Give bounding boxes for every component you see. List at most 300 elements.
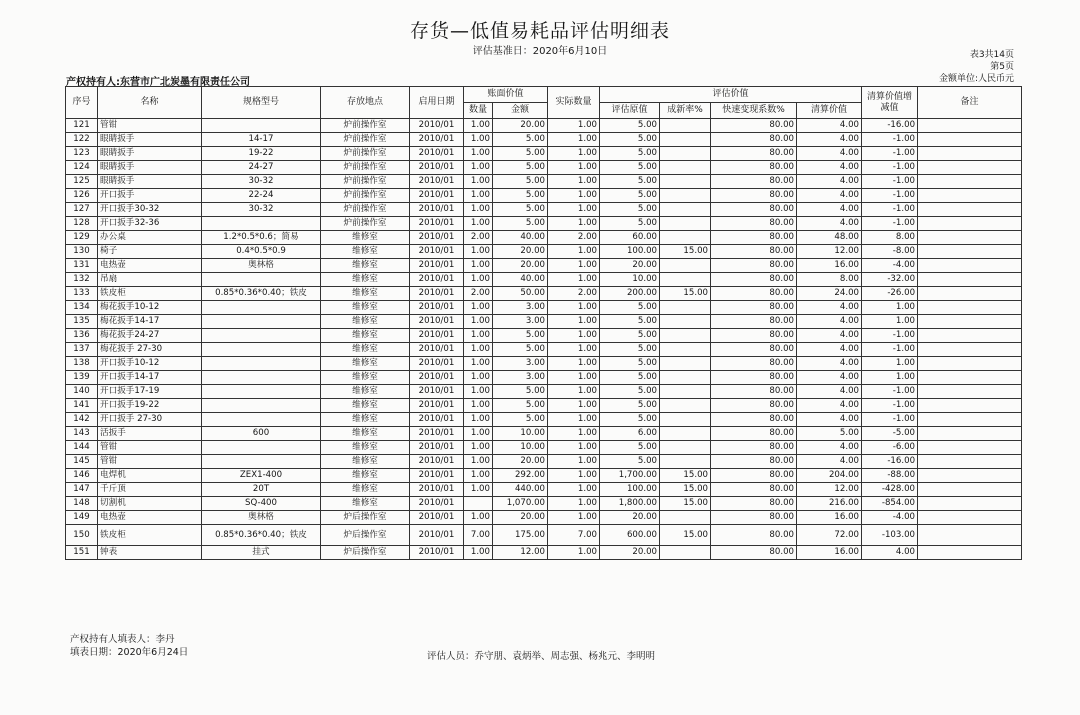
cell-actual-qty: 7.00 — [548, 525, 600, 546]
table-row — [66, 217, 1022, 231]
cell-quick-coef: 80.00 — [711, 455, 797, 469]
cell-new-rate — [660, 357, 711, 371]
table-row — [66, 525, 1022, 546]
cell-name: 办公桌 — [98, 231, 202, 245]
cell-new-rate — [660, 259, 711, 273]
cell-remark — [918, 203, 1022, 217]
cell-remark — [918, 189, 1022, 203]
cell-date: 2010/01 — [410, 343, 464, 357]
cell-date: 2010/01 — [410, 301, 464, 315]
cell-book-amount: 3.00 — [493, 301, 548, 315]
cell-date: 2010/01 — [410, 315, 464, 329]
cell-actual-qty: 1.00 — [548, 497, 600, 511]
cell-quick-coef: 80.00 — [711, 217, 797, 231]
cell-liq-value: 4.00 — [797, 217, 862, 231]
table-row — [66, 427, 1022, 441]
cell-location: 炉后操作室 — [321, 511, 410, 525]
cell-remark — [918, 357, 1022, 371]
cell-remark — [918, 175, 1022, 189]
cell-book-qty: 1.00 — [464, 329, 493, 343]
cell-no: 148 — [66, 497, 98, 511]
cell-liq-value: 4.00 — [797, 385, 862, 399]
cell-new-rate — [660, 133, 711, 147]
table-row — [66, 273, 1022, 287]
cell-spec — [202, 441, 321, 455]
cell-diff: 1.00 — [862, 371, 918, 385]
cell-book-qty: 1.00 — [464, 546, 493, 560]
cell-book-amount: 10.00 — [493, 441, 548, 455]
cell-quick-coef: 80.00 — [711, 147, 797, 161]
cell-diff: -8.00 — [862, 245, 918, 259]
cell-eval-orig: 5.00 — [600, 147, 660, 161]
cell-actual-qty: 1.00 — [548, 203, 600, 217]
cell-spec: 0.85*0.36*0.40；铁皮 — [202, 287, 321, 301]
cell-location: 维修室 — [321, 287, 410, 301]
cell-book-qty: 1.00 — [464, 245, 493, 259]
document-title: 存货—低值易耗品评估明细表 — [409, 20, 670, 42]
cell-spec — [202, 119, 321, 133]
cell-location: 维修室 — [321, 441, 410, 455]
cell-location: 维修室 — [321, 357, 410, 371]
cell-book-qty: 1.00 — [464, 147, 493, 161]
col-name: 名称 — [98, 87, 202, 119]
cell-diff: -1.00 — [862, 189, 918, 203]
table-row — [66, 203, 1022, 217]
cell-diff: -26.00 — [862, 287, 918, 301]
currency-unit: 金额单位:人民币元 — [938, 74, 1014, 84]
cell-date: 2010/01 — [410, 259, 464, 273]
cell-book-qty: 1.00 — [464, 343, 493, 357]
cell-quick-coef: 80.00 — [711, 287, 797, 301]
table-row — [66, 455, 1022, 469]
cell-spec: 14-17 — [202, 133, 321, 147]
col-location: 存放地点 — [321, 87, 410, 119]
cell-remark — [918, 287, 1022, 301]
cell-name: 眼睛扳手 — [98, 147, 202, 161]
cell-name: 开口扳手10-12 — [98, 357, 202, 371]
cell-liq-value: 16.00 — [797, 546, 862, 560]
cell-name: 管钳 — [98, 455, 202, 469]
col-no: 序号 — [66, 87, 98, 119]
page-number: 第5页 — [990, 62, 1014, 72]
cell-actual-qty: 1.00 — [548, 399, 600, 413]
cell-actual-qty: 1.00 — [548, 273, 600, 287]
cell-actual-qty: 2.00 — [548, 231, 600, 245]
cell-date: 2010/01 — [410, 245, 464, 259]
cell-book-amount: 20.00 — [493, 245, 548, 259]
cell-actual-qty: 1.00 — [548, 385, 600, 399]
table-number: 表3共14页 — [969, 50, 1014, 60]
cell-remark — [918, 259, 1022, 273]
cell-eval-orig: 5.00 — [600, 357, 660, 371]
cell-diff: -1.00 — [862, 147, 918, 161]
cell-eval-orig: 5.00 — [600, 175, 660, 189]
valuation-table — [65, 86, 1022, 560]
cell-remark — [918, 371, 1022, 385]
col-book-qty: 数量 — [464, 103, 493, 119]
cell-no: 133 — [66, 287, 98, 301]
cell-new-rate — [660, 231, 711, 245]
cell-location: 维修室 — [321, 343, 410, 357]
cell-location: 维修室 — [321, 231, 410, 245]
property-owner: 产权持有人:东营市广北炭墨有限责任公司 — [66, 77, 250, 88]
cell-eval-orig: 5.00 — [600, 203, 660, 217]
cell-spec — [202, 343, 321, 357]
cell-no: 146 — [66, 469, 98, 483]
cell-actual-qty: 1.00 — [548, 119, 600, 133]
cell-eval-orig: 10.00 — [600, 273, 660, 287]
cell-book-qty: 1.00 — [464, 315, 493, 329]
cell-no: 121 — [66, 119, 98, 133]
cell-name: 梅花扳手 27-30 — [98, 343, 202, 357]
cell-quick-coef: 80.00 — [711, 441, 797, 455]
cell-no: 143 — [66, 427, 98, 441]
cell-book-qty: 1.00 — [464, 301, 493, 315]
cell-liq-value: 4.00 — [797, 441, 862, 455]
cell-no: 123 — [66, 147, 98, 161]
cell-date: 2010/01 — [410, 455, 464, 469]
cell-book-amount: 5.00 — [493, 329, 548, 343]
cell-new-rate — [660, 161, 711, 175]
col-eval-orig: 评估原值 — [600, 103, 660, 119]
cell-location: 维修室 — [321, 455, 410, 469]
cell-book-amount: 12.00 — [493, 546, 548, 560]
cell-actual-qty: 1.00 — [548, 147, 600, 161]
table-row — [66, 287, 1022, 301]
cell-book-qty: 1.00 — [464, 175, 493, 189]
cell-diff: -16.00 — [862, 119, 918, 133]
cell-actual-qty: 1.00 — [548, 427, 600, 441]
cell-date: 2010/01 — [410, 546, 464, 560]
cell-name: 椅子 — [98, 245, 202, 259]
table-row — [66, 483, 1022, 497]
cell-name: 眼睛扳手 — [98, 175, 202, 189]
cell-spec — [202, 413, 321, 427]
cell-diff: -16.00 — [862, 455, 918, 469]
cell-spec — [202, 371, 321, 385]
cell-name: 吊扇 — [98, 273, 202, 287]
cell-book-qty: 2.00 — [464, 231, 493, 245]
cell-eval-orig: 5.00 — [600, 161, 660, 175]
table-row — [66, 441, 1022, 455]
cell-eval-orig: 5.00 — [600, 385, 660, 399]
table-row — [66, 371, 1022, 385]
cell-book-amount: 5.00 — [493, 413, 548, 427]
cell-eval-orig: 60.00 — [600, 231, 660, 245]
cell-liq-value: 204.00 — [797, 469, 862, 483]
cell-date: 2010/01 — [410, 147, 464, 161]
cell-no: 128 — [66, 217, 98, 231]
cell-no: 145 — [66, 455, 98, 469]
cell-spec — [202, 273, 321, 287]
cell-spec — [202, 357, 321, 371]
cell-liq-value: 4.00 — [797, 329, 862, 343]
cell-remark — [918, 245, 1022, 259]
cell-eval-orig: 200.00 — [600, 287, 660, 301]
col-book-amount: 金额 — [493, 103, 548, 119]
cell-actual-qty: 2.00 — [548, 287, 600, 301]
cell-name: 开口扳手19-22 — [98, 399, 202, 413]
cell-name: 开口扳手32-36 — [98, 217, 202, 231]
cell-remark — [918, 455, 1022, 469]
cell-book-qty: 1.00 — [464, 189, 493, 203]
cell-eval-orig: 5.00 — [600, 343, 660, 357]
cell-actual-qty: 1.00 — [548, 546, 600, 560]
cell-book-amount: 440.00 — [493, 483, 548, 497]
cell-remark — [918, 546, 1022, 560]
cell-spec — [202, 455, 321, 469]
cell-quick-coef: 80.00 — [711, 133, 797, 147]
cell-remark — [918, 133, 1022, 147]
cell-book-qty: 1.00 — [464, 385, 493, 399]
cell-no: 142 — [66, 413, 98, 427]
cell-name: 电热壶 — [98, 259, 202, 273]
cell-actual-qty: 1.00 — [548, 245, 600, 259]
cell-name: 铁皮柜 — [98, 287, 202, 301]
cell-actual-qty: 1.00 — [548, 329, 600, 343]
cell-book-qty: 1.00 — [464, 133, 493, 147]
cell-date: 2010/01 — [410, 217, 464, 231]
cell-remark — [918, 315, 1022, 329]
cell-new-rate: 15.00 — [660, 525, 711, 546]
cell-no: 129 — [66, 231, 98, 245]
cell-remark — [918, 217, 1022, 231]
cell-new-rate — [660, 217, 711, 231]
cell-eval-orig: 5.00 — [600, 315, 660, 329]
col-book-value: 账面价值 — [464, 87, 548, 103]
cell-new-rate — [660, 315, 711, 329]
cell-remark — [918, 147, 1022, 161]
cell-location: 炉前操作室 — [321, 217, 410, 231]
cell-book-amount: 5.00 — [493, 217, 548, 231]
cell-location: 炉前操作室 — [321, 161, 410, 175]
cell-actual-qty: 1.00 — [548, 301, 600, 315]
cell-no: 124 — [66, 161, 98, 175]
cell-location: 维修室 — [321, 483, 410, 497]
table-row — [66, 245, 1022, 259]
cell-name: 电热壶 — [98, 511, 202, 525]
cell-diff: -32.00 — [862, 273, 918, 287]
table-row — [66, 399, 1022, 413]
cell-diff: 1.00 — [862, 315, 918, 329]
cell-remark — [918, 329, 1022, 343]
cell-diff: -854.00 — [862, 497, 918, 511]
cell-name: 开口扳手17-19 — [98, 385, 202, 399]
col-liq-value: 清算价值 — [797, 103, 862, 119]
cell-date: 2010/01 — [410, 203, 464, 217]
cell-new-rate — [660, 175, 711, 189]
cell-new-rate: 15.00 — [660, 245, 711, 259]
cell-location: 炉前操作室 — [321, 147, 410, 161]
cell-date: 2010/01 — [410, 231, 464, 245]
cell-book-amount: 20.00 — [493, 259, 548, 273]
cell-date: 2010/01 — [410, 329, 464, 343]
cell-diff: 1.00 — [862, 301, 918, 315]
cell-book-amount: 40.00 — [493, 231, 548, 245]
cell-diff: -1.00 — [862, 133, 918, 147]
cell-spec — [202, 217, 321, 231]
cell-diff: 4.00 — [862, 546, 918, 560]
cell-diff: -5.00 — [862, 427, 918, 441]
cell-diff: 8.00 — [862, 231, 918, 245]
cell-location: 炉前操作室 — [321, 175, 410, 189]
cell-name: 千斤顶 — [98, 483, 202, 497]
cell-actual-qty: 1.00 — [548, 189, 600, 203]
cell-new-rate — [660, 301, 711, 315]
cell-spec: SQ-400 — [202, 497, 321, 511]
cell-new-rate — [660, 273, 711, 287]
cell-eval-orig: 5.00 — [600, 133, 660, 147]
cell-actual-qty: 1.00 — [548, 413, 600, 427]
cell-date: 2010/01 — [410, 175, 464, 189]
cell-actual-qty: 1.00 — [548, 357, 600, 371]
cell-name: 梅花扳手24-27 — [98, 329, 202, 343]
cell-eval-orig: 5.00 — [600, 441, 660, 455]
cell-diff: -1.00 — [862, 413, 918, 427]
cell-quick-coef: 80.00 — [711, 399, 797, 413]
cell-liq-value: 4.00 — [797, 343, 862, 357]
cell-location: 维修室 — [321, 301, 410, 315]
cell-name: 眼睛扳手 — [98, 161, 202, 175]
cell-book-qty: 1.00 — [464, 273, 493, 287]
cell-liq-value: 16.00 — [797, 511, 862, 525]
cell-quick-coef: 80.00 — [711, 203, 797, 217]
cell-diff: -4.00 — [862, 511, 918, 525]
cell-liq-value: 12.00 — [797, 245, 862, 259]
cell-remark — [918, 161, 1022, 175]
cell-spec: ZEX1-400 — [202, 469, 321, 483]
cell-location: 维修室 — [321, 259, 410, 273]
cell-liq-value: 24.00 — [797, 287, 862, 301]
table-row — [66, 357, 1022, 371]
cell-new-rate: 15.00 — [660, 497, 711, 511]
cell-diff: -428.00 — [862, 483, 918, 497]
cell-book-qty: 1.00 — [464, 511, 493, 525]
cell-date: 2010/01 — [410, 441, 464, 455]
table-row — [66, 469, 1022, 483]
cell-eval-orig: 100.00 — [600, 483, 660, 497]
cell-location: 维修室 — [321, 273, 410, 287]
cell-date: 2010/01 — [410, 371, 464, 385]
cell-book-amount: 3.00 — [493, 371, 548, 385]
cell-spec: 0.4*0.5*0.9 — [202, 245, 321, 259]
cell-quick-coef: 80.00 — [711, 427, 797, 441]
cell-spec — [202, 301, 321, 315]
cell-diff: -1.00 — [862, 175, 918, 189]
cell-liq-value: 4.00 — [797, 371, 862, 385]
cell-book-qty: 1.00 — [464, 259, 493, 273]
cell-no: 134 — [66, 301, 98, 315]
cell-name: 钟表 — [98, 546, 202, 560]
cell-quick-coef: 80.00 — [711, 525, 797, 546]
cell-eval-orig: 6.00 — [600, 427, 660, 441]
table-row — [66, 329, 1022, 343]
cell-spec: 19-22 — [202, 147, 321, 161]
cell-remark — [918, 441, 1022, 455]
cell-new-rate — [660, 441, 711, 455]
cell-eval-orig: 20.00 — [600, 511, 660, 525]
cell-eval-orig: 5.00 — [600, 329, 660, 343]
cell-no: 132 — [66, 273, 98, 287]
cell-new-rate — [660, 147, 711, 161]
cell-book-amount: 5.00 — [493, 147, 548, 161]
cell-diff: -103.00 — [862, 525, 918, 546]
cell-spec: 600 — [202, 427, 321, 441]
cell-no: 147 — [66, 483, 98, 497]
cell-eval-orig: 5.00 — [600, 217, 660, 231]
cell-eval-orig: 5.00 — [600, 301, 660, 315]
cell-book-qty: 1.00 — [464, 217, 493, 231]
cell-remark — [918, 413, 1022, 427]
cell-no: 149 — [66, 511, 98, 525]
cell-liq-value: 16.00 — [797, 259, 862, 273]
cell-quick-coef: 80.00 — [711, 511, 797, 525]
cell-book-qty: 1.00 — [464, 455, 493, 469]
cell-actual-qty: 1.00 — [548, 511, 600, 525]
cell-spec: 挂式 — [202, 546, 321, 560]
cell-new-rate — [660, 371, 711, 385]
cell-location: 维修室 — [321, 399, 410, 413]
cell-new-rate — [660, 189, 711, 203]
cell-liq-value: 4.00 — [797, 413, 862, 427]
cell-liq-value: 216.00 — [797, 497, 862, 511]
cell-location: 维修室 — [321, 371, 410, 385]
cell-remark — [918, 385, 1022, 399]
cell-book-amount: 292.00 — [493, 469, 548, 483]
cell-remark — [918, 483, 1022, 497]
cell-location: 炉前操作室 — [321, 133, 410, 147]
cell-diff: -1.00 — [862, 399, 918, 413]
cell-name: 梅花扳手14-17 — [98, 315, 202, 329]
cell-spec — [202, 315, 321, 329]
cell-remark — [918, 427, 1022, 441]
cell-book-qty: 1.00 — [464, 161, 493, 175]
col-new-rate: 成新率% — [660, 103, 711, 119]
cell-date: 2010/01 — [410, 469, 464, 483]
cell-eval-orig: 1,800.00 — [600, 497, 660, 511]
cell-new-rate — [660, 343, 711, 357]
cell-remark — [918, 399, 1022, 413]
cell-diff: 1.00 — [862, 357, 918, 371]
cell-date: 2010/01 — [410, 161, 464, 175]
cell-eval-orig: 5.00 — [600, 119, 660, 133]
cell-name: 开口扳手 — [98, 189, 202, 203]
table-row — [66, 546, 1022, 560]
cell-no: 140 — [66, 385, 98, 399]
cell-name: 开口扳手14-17 — [98, 371, 202, 385]
cell-diff: -1.00 — [862, 161, 918, 175]
cell-actual-qty: 1.00 — [548, 217, 600, 231]
cell-no: 131 — [66, 259, 98, 273]
cell-new-rate — [660, 413, 711, 427]
table-row — [66, 259, 1022, 273]
cell-book-amount: 20.00 — [493, 511, 548, 525]
cell-date: 2010/01 — [410, 511, 464, 525]
cell-spec: 24-27 — [202, 161, 321, 175]
cell-liq-value: 4.00 — [797, 175, 862, 189]
cell-quick-coef: 80.00 — [711, 161, 797, 175]
cell-liq-value: 4.00 — [797, 357, 862, 371]
cell-spec — [202, 385, 321, 399]
cell-remark — [918, 231, 1022, 245]
cell-remark — [918, 497, 1022, 511]
cell-remark — [918, 511, 1022, 525]
cell-name: 管钳 — [98, 441, 202, 455]
cell-location: 维修室 — [321, 469, 410, 483]
cell-quick-coef: 80.00 — [711, 259, 797, 273]
cell-quick-coef: 80.00 — [711, 231, 797, 245]
cell-quick-coef: 80.00 — [711, 385, 797, 399]
